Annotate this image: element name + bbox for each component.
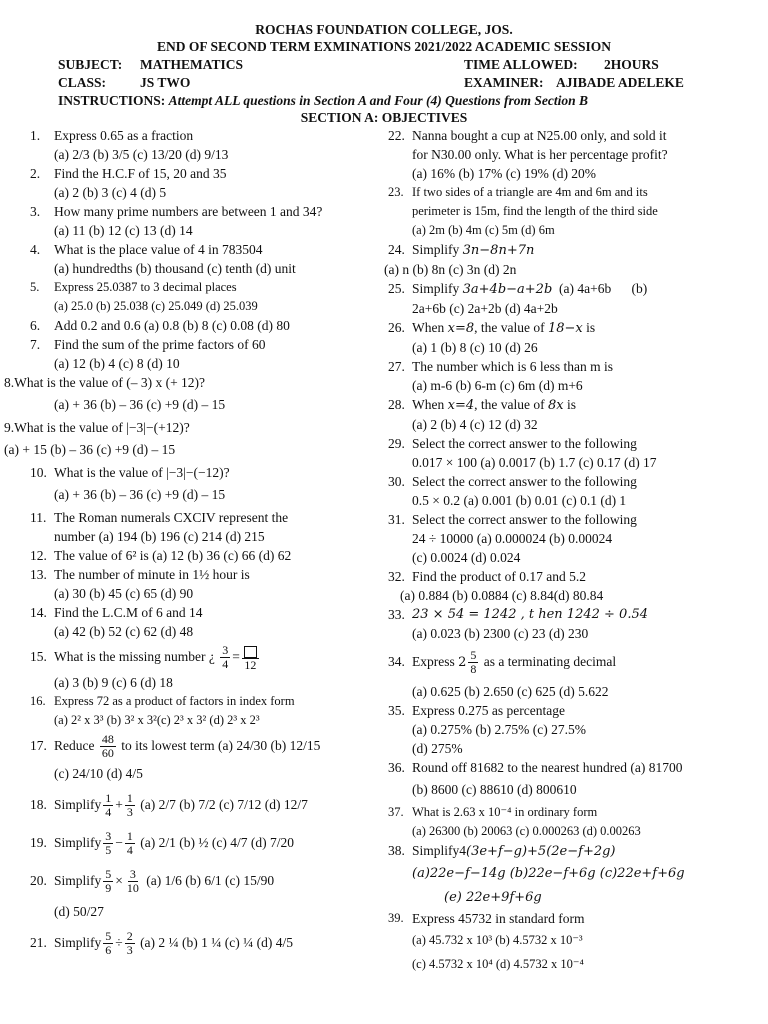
question-7 [30, 335, 375, 373]
question-number: 15. [30, 649, 47, 664]
question-number: 38. [388, 843, 405, 858]
question-text: Find the product of 0.17 and 5.2 [412, 569, 586, 584]
question-options: 0.5 × 0.2 (a) 0.001 (b) 0.01 (c) 0.1 (d) 1 [412, 493, 627, 508]
math-expression: 3a+4b−a+2b [462, 282, 553, 297]
question-39 [388, 909, 738, 976]
question-number: 7. [30, 337, 41, 352]
question-options: (a) 2 ¼ (b) 1 ¼ (c) ¼ (d) 4/5 [140, 935, 294, 950]
questions-right-column [384, 126, 738, 976]
question-number: 8. [4, 375, 15, 390]
question-21: 21. Simplify $\frac{5}{6}$ ÷ $\frac{2}{3}$ (a) 2 ¼ (b) 1 ¼ (c) ¼ (d) 4/5 [30, 924, 375, 962]
question-24 [388, 240, 738, 260]
question-number: 18. [30, 797, 47, 812]
subject-label: SUBJECT: [58, 57, 123, 72]
math-expression: 3n−8n+7n [462, 243, 535, 258]
question-text: What is the value of (– 3) x (+ 12)? [14, 375, 206, 390]
question-number: 21. [30, 935, 47, 950]
question-text-2: for N30.00 only. What is her percentage profit? [412, 147, 668, 162]
question-text: Express 25.0387 to 3 decimal places [54, 280, 237, 294]
question-options: (a) 30 (b) 45 (c) 65 (d) 90 [54, 586, 194, 601]
question-38 [388, 841, 738, 909]
question-number: 17. [30, 738, 47, 753]
question-options: (a) m-6 (b) 6-m (c) 6m (d) m+6 [412, 378, 583, 393]
math-expression: x=8 [447, 321, 475, 336]
question-33 [388, 605, 738, 643]
question-text: What is the value of |−3|−(+12)? [14, 420, 190, 435]
question-number: 2. [30, 166, 41, 181]
instructions-label: INSTRUCTIONS: [58, 93, 166, 108]
question-number: 22. [388, 128, 405, 143]
instructions [58, 93, 588, 109]
question-options: (a) 0.625 (b) 2.650 (c) 625 (d) 5.622 [412, 684, 609, 699]
question-number: 34. [388, 654, 405, 669]
question-number: 33. [388, 607, 405, 622]
question-options: 2a+6b (c) 2a+2b (d) 4a+2b [412, 301, 558, 316]
question-text: What is the value of |−3|−(−12)? [54, 465, 230, 480]
question-options: (a) + 15 (b) – 36 (c) +9 (d) – 15 [4, 442, 176, 457]
question-options: (a) 2 (b) 4 (c) 12 (d) 32 [412, 417, 538, 432]
question-options-2: (c) 4.5732 x 10⁴ (d) 4.5732 x 10⁻⁴ [412, 957, 584, 971]
question-text: The Roman numerals CXCIV represent the [54, 510, 289, 525]
question-options: (a)22e−f−14g (b)22e−f+6g (c)22e+f+6g [412, 866, 685, 881]
question-number: 9. [4, 420, 15, 435]
question-text: Simplify4 [412, 843, 467, 858]
question-options: (a) 1/6 (b) 6/1 (c) 15/90 [146, 873, 275, 888]
question-number: 14. [30, 605, 47, 620]
question-text: Find the L.C.M of 6 and 14 [54, 605, 203, 620]
question-19: 19. Simplify $\frac{3}{5}$ − $\frac{1}{4}$ (a) 2/1 (b) ½ (c) 4/7 (d) 7/20 [30, 824, 375, 862]
question-text: What is the place value of 4 in 783504 [54, 242, 263, 257]
fraction: $\frac{5}{8}$ [470, 648, 477, 677]
question-1 [30, 126, 375, 164]
subject-value: MATHEMATICS [140, 57, 244, 72]
question-9-options-row [0, 437, 375, 463]
question-10 [30, 463, 375, 482]
question-options: (a) + 36 (b) – 36 (c) +9 (d) – 15 [54, 397, 226, 412]
question-number: 3. [30, 204, 41, 219]
question-options: (a) 16% (b) 17% (c) 19% (d) 20% [412, 166, 597, 181]
examiner-value: AJIBADE ADELEKE [556, 75, 684, 90]
question-text: Simplify [412, 242, 460, 257]
question-options-2: (d) 275% [412, 741, 463, 756]
question-20: 20. Simplify $\frac{5}{9}$ × $\frac{3}{10}$ (a) 1/6 (b) 6/1 (c) 15/90 [30, 862, 375, 900]
question-number: 11. [30, 510, 47, 525]
exam-title: END OF SECOND TERM EXMINATIONS 2021/2022 ACADEMIC SESSION [157, 39, 611, 54]
question-options: (a) 0.023 (b) 2300 (c) 23 (d) 230 [412, 626, 589, 641]
question-text: When [412, 320, 445, 335]
question-options: (a) 2 (b) 3 (c) 4 (d) 5 [54, 185, 167, 200]
question-12 [30, 546, 375, 565]
fraction-missing: 12 [242, 644, 259, 671]
question-8-options-row [30, 392, 375, 418]
question-4 [30, 240, 375, 278]
question-number: 6. [30, 318, 41, 333]
question-options: (a) 1 (b) 8 (c) 10 (d) 26 [412, 340, 538, 355]
question-number: 29. [388, 436, 405, 451]
question-options: 0.017 × 100 (a) 0.0017 (b) 1.7 (c) 0.17 (d) 17 [412, 455, 657, 470]
question-options: (a) 26300 (b) 20063 (c) 0.000263 (d) 0.00263 [412, 824, 641, 838]
question-options: (a) 45.732 x 10³ (b) 4.5732 x 10⁻³ [412, 933, 583, 947]
question-9 [0, 418, 375, 437]
question-text: Express 72 as a product of factors in index form [54, 694, 295, 708]
question-5 [30, 278, 375, 316]
question-3 [30, 202, 375, 240]
question-number: 19. [30, 835, 47, 850]
question-23 [388, 183, 738, 240]
question-text: How many prime numbers are between 1 and 34? [54, 204, 323, 219]
question-15-options-row [30, 673, 375, 692]
question-34: 34. Express 2 $\frac{5}{8}$ as a terminating decimal [388, 643, 738, 682]
question-text: The number of minute in 1½ hour is [54, 567, 250, 582]
question-options: (a) + 36 (b) – 36 (c) +9 (d) – 15 [54, 487, 226, 502]
question-13 [30, 565, 375, 603]
school-name: ROCHAS FOUNDATION COLLEGE, JOS. [255, 22, 513, 37]
question-text: Select the correct answer to the following [412, 474, 637, 489]
question-number: 37. [388, 805, 404, 819]
question-16 [30, 692, 375, 730]
question-number: 12. [30, 548, 47, 563]
fraction: $\frac{1}{4}$ [105, 791, 112, 820]
question-text: Nanna bought a cup at N25.00 only, and sold it [412, 128, 667, 143]
question-number: 23. [388, 185, 404, 199]
question-number: 5. [30, 280, 40, 294]
math-expression: (3e+f−g)+5(2e−f+2g) [466, 844, 616, 859]
question-35 [388, 701, 738, 758]
question-text-2: perimeter is 15m, find the length of the third side [412, 204, 658, 218]
question-number: 27. [388, 359, 405, 374]
question-15: 15. What is the missing number ¿ $\frac{3}{4}$ = 12 [30, 641, 375, 673]
time-label: TIME ALLOWED: [464, 57, 578, 72]
instructions-text: Attempt ALL questions in Section A and Four (4) Questions from Section B [168, 93, 588, 108]
question-24-options-row [384, 260, 738, 279]
question-6 [30, 316, 375, 335]
math-expression: x=4 [447, 398, 475, 413]
question-number: 28. [388, 397, 405, 412]
question-28: 28. When x=4, the value of 8x is (a) 2 (b) 4 (c) 12 (d) 32 [388, 395, 738, 434]
question-11 [30, 508, 375, 546]
question-options: (a) 2/3 (b) 3/5 (c) 13/20 (d) 9/13 [54, 147, 229, 162]
fraction: $\frac{1}{4}$ [126, 829, 133, 858]
question-14 [30, 603, 375, 641]
question-number: 31. [388, 512, 405, 527]
question-number: 32. [388, 569, 405, 584]
question-text: Find the sum of the prime factors of 60 [54, 337, 266, 352]
question-text: The number which is 6 less than m is [412, 359, 613, 374]
question-text: Add 0.2 and 0.6 (a) 0.8 (b) 8 (c) 0.08 (d) 80 [54, 318, 290, 333]
question-number: 16. [30, 694, 46, 708]
question-30 [388, 472, 738, 510]
class-label: CLASS: [58, 75, 107, 90]
question-37 [388, 803, 738, 841]
question-options: (a) 3 (b) 9 (c) 6 (d) 18 [54, 675, 173, 690]
question-options: (a) n (b) 8n (c) 3n (d) 2n [384, 262, 517, 277]
question-32 [388, 567, 738, 586]
question-text: Express 45732 in standard form [412, 911, 585, 926]
question-text: Express [412, 654, 455, 669]
question-number: 20. [30, 873, 47, 888]
fraction: $\frac{3}{5}$ [105, 829, 112, 858]
question-22 [388, 126, 738, 183]
question-27 [388, 357, 738, 395]
examiner-label: EXAMINER: [464, 75, 544, 90]
question-10-options-row [30, 482, 375, 508]
question-options: number (a) 194 (b) 196 (c) 214 (d) 215 [54, 529, 265, 544]
question-options: (d) 50/27 [54, 904, 104, 919]
question-32-options-row [384, 586, 738, 605]
question-options-2: (c) 0.0024 (d) 0.024 [412, 550, 521, 565]
question-options-2: (e) 22e+9f+6g [444, 890, 542, 905]
question-17: 17. Reduce $\frac{48}{60}$ to its lowest term (a) 24/30 (b) 12/15 [30, 730, 375, 762]
question-20-options-row [30, 900, 375, 924]
class-value: JS TWO [140, 75, 191, 90]
question-number: 24. [388, 242, 405, 257]
question-text: Simplify [412, 281, 460, 296]
question-number: 35. [388, 703, 405, 718]
question-36 [388, 758, 738, 803]
question-options: (a) 2m (b) 4m (c) 5m (d) 6m [412, 223, 555, 237]
question-options: (a) 2/1 (b) ½ (c) 4/7 (d) 7/20 [140, 835, 294, 850]
question-text: Express 0.275 as percentage [412, 703, 565, 718]
question-options: (a) 2² x 3³ (b) 3² x 3²(c) 2³ x 3² (d) 2³ x 2³ [54, 713, 260, 727]
question-17-options-row [30, 762, 375, 786]
question-number: 39. [388, 911, 404, 925]
question-options: (a) 11 (b) 12 (c) 13 (d) 14 [54, 223, 193, 238]
question-25 [388, 279, 738, 318]
question-34-options-row [388, 682, 738, 701]
question-number: 13. [30, 567, 47, 582]
question-number: 1. [30, 128, 41, 143]
fraction: $\frac{5}{6}$ [105, 929, 112, 958]
math-expression: 23 × 54 = 1242 , t hen 1242 ÷ 0.54 [412, 607, 648, 622]
question-number: 25. [388, 281, 405, 296]
question-options: (a) 25.0 (b) 25.038 (c) 25.049 (d) 25.039 [54, 299, 258, 313]
question-options: (a) hundredths (b) thousand (c) tenth (d) unit [54, 261, 296, 276]
fraction: $\frac{1}{3}$ [126, 791, 133, 820]
fraction: $\frac{48}{60}$ [101, 732, 114, 761]
question-number: 10. [30, 465, 47, 480]
question-options: (a) 2/7 (b) 7/2 (c) 7/12 (d) 12/7 [140, 797, 308, 812]
question-8 [0, 373, 375, 392]
question-31 [388, 510, 738, 567]
question-number: 30. [388, 474, 405, 489]
question-options: (a) 0.884 (b) 0.0884 (c) 8.84(d) 80.84 [400, 588, 604, 603]
fraction: $\frac{3}{10}$ [126, 867, 139, 896]
fraction: $\frac{3}{4}$ [222, 643, 229, 672]
question-text: If two sides of a triangle are 4m and 6m and its [412, 185, 648, 199]
question-text: The value of 6² is (a) 12 (b) 36 (c) 66 (d) 62 [54, 548, 292, 563]
question-18: 18. Simplify $\frac{1}{4}$ + $\frac{1}{3}$ (a) 2/7 (b) 7/2 (c) 7/12 (d) 12/7 [30, 786, 375, 824]
question-options: (b) 8600 (c) 88610 (d) 800610 [412, 782, 577, 797]
question-options: (a) 42 (b) 52 (c) 62 (d) 48 [54, 624, 194, 639]
question-options: (c) 24/10 (d) 4/5 [54, 766, 143, 781]
fraction: $\frac{2}{3}$ [126, 929, 133, 958]
question-text: to its lowest term (a) 24/30 (b) 12/15 [121, 738, 321, 753]
blank-box [244, 646, 257, 658]
question-text: Express 0.65 as a fraction [54, 128, 194, 143]
question-text: Select the correct answer to the following [412, 512, 637, 527]
question-text: Round off 81682 to the nearest hundred (a) 81700 [412, 760, 683, 775]
question-text: What is the missing number ¿ [54, 649, 215, 664]
question-text: What is 2.63 x 10⁻⁴ in ordinary form [412, 805, 598, 819]
question-options: 24 ÷ 10000 (a) 0.000024 (b) 0.00024 [412, 531, 613, 546]
questions-left-column [4, 126, 375, 962]
question-text: Find the H.C.F of 15, 20 and 35 [54, 166, 227, 181]
math-expression: 8x [547, 398, 564, 413]
fraction: $\frac{5}{9}$ [105, 867, 112, 896]
question-options-inline: (a) 4a+6b (b) [552, 281, 648, 296]
question-number: 36. [388, 760, 405, 775]
time-value: 2HOURS [604, 57, 659, 72]
question-options: (a) 0.275% (b) 2.75% (c) 27.5% [412, 722, 586, 737]
question-number: 4. [30, 242, 41, 257]
question-options: (a) 12 (b) 4 (c) 8 (d) 10 [54, 356, 180, 371]
question-26: 26. When x=8, the value of 18−x is (a) 1 (b) 8 (c) 10 (d) 26 [388, 318, 738, 357]
section-title: SECTION A: OBJECTIVES [300, 110, 468, 125]
math-expression: 18−x [547, 321, 583, 336]
question-2 [30, 164, 375, 202]
question-29 [388, 434, 738, 472]
question-number: 26. [388, 320, 405, 335]
question-text: Select the correct answer to the following [412, 436, 637, 451]
question-text: When [412, 397, 445, 412]
